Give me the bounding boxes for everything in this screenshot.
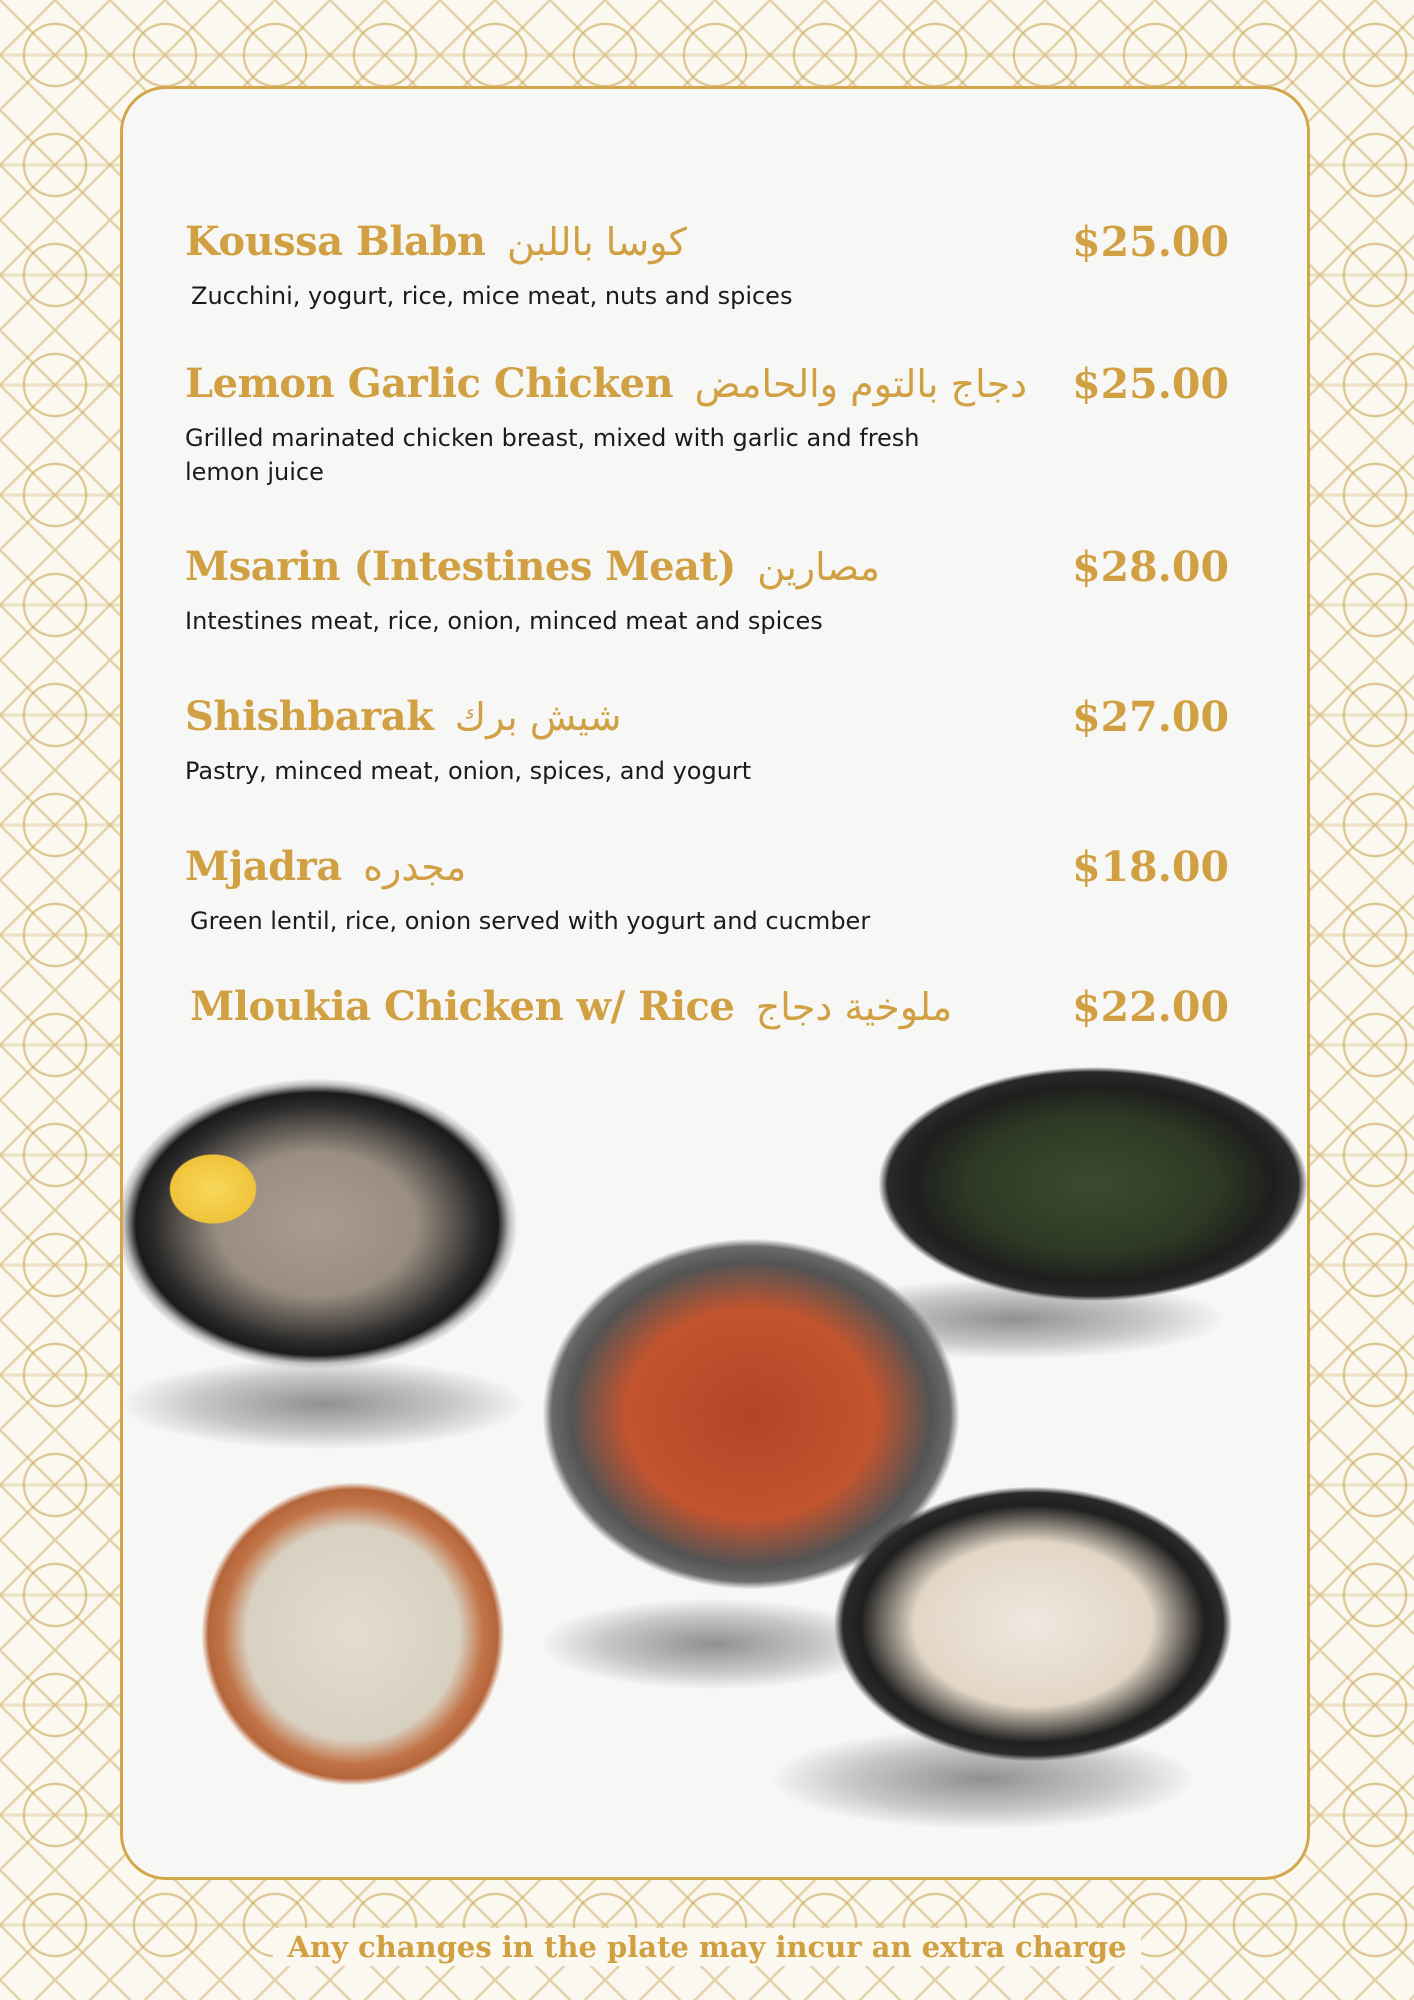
item-name: Shishbarak شيش برك (185, 693, 622, 740)
item-price: $18.00 (1072, 843, 1229, 891)
item-description: Zucchini, yogurt, rice, mice meat, nuts and spices (191, 282, 793, 310)
item-name: Koussa Blabn كوسا باللبن (185, 218, 687, 265)
lemon-wedge-image (163, 1149, 263, 1229)
footer-note: Any changes in the plate may incur an extra charge (0, 1930, 1414, 1964)
menu-item-shishbarak (185, 694, 1229, 788)
item-name: Mloukia Chicken w/ Rice ملوخية دجاج (190, 983, 953, 1030)
lemon-garlic-chicken-image (823, 1479, 1243, 1769)
menu-item-mloukia-chicken (185, 984, 1229, 1030)
item-price: $27.00 (1072, 693, 1229, 741)
sausage-dish-image (120, 1079, 517, 1369)
item-description: Grilled marinated chicken breast, mixed with garlic and fresh lemon juice (185, 424, 920, 486)
item-name: Msarin (Intestines Meat) مصارين (185, 543, 881, 590)
menu-item-mjadra (185, 844, 1229, 938)
menu-item-msarin (185, 544, 1229, 638)
item-name: Lemon Garlic Chicken دجاج بالتوم والحامض (185, 360, 1028, 407)
item-description: Green lentil, rice, onion served with yogurt and cucmber (190, 907, 871, 935)
menu-item-koussa-blabn (185, 219, 1229, 313)
item-name: Mjadra مجدره (185, 843, 467, 890)
item-price: $25.00 (1072, 360, 1229, 408)
item-price: $22.00 (1072, 983, 1229, 1031)
item-price: $25.00 (1072, 218, 1229, 266)
mloukia-dish-image (873, 1064, 1310, 1304)
dish-shadow (123, 1359, 523, 1449)
item-price: $28.00 (1072, 543, 1229, 591)
item-description: Intestines meat, rice, onion, minced meat and spices (185, 607, 823, 635)
menu-panel (120, 86, 1310, 1880)
menu-item-lemon-garlic-chicken (185, 361, 1229, 489)
shishbarak-dish-image (183, 1469, 523, 1799)
item-description: Pastry, minced meat, onion, spices, and yogurt (185, 757, 752, 785)
